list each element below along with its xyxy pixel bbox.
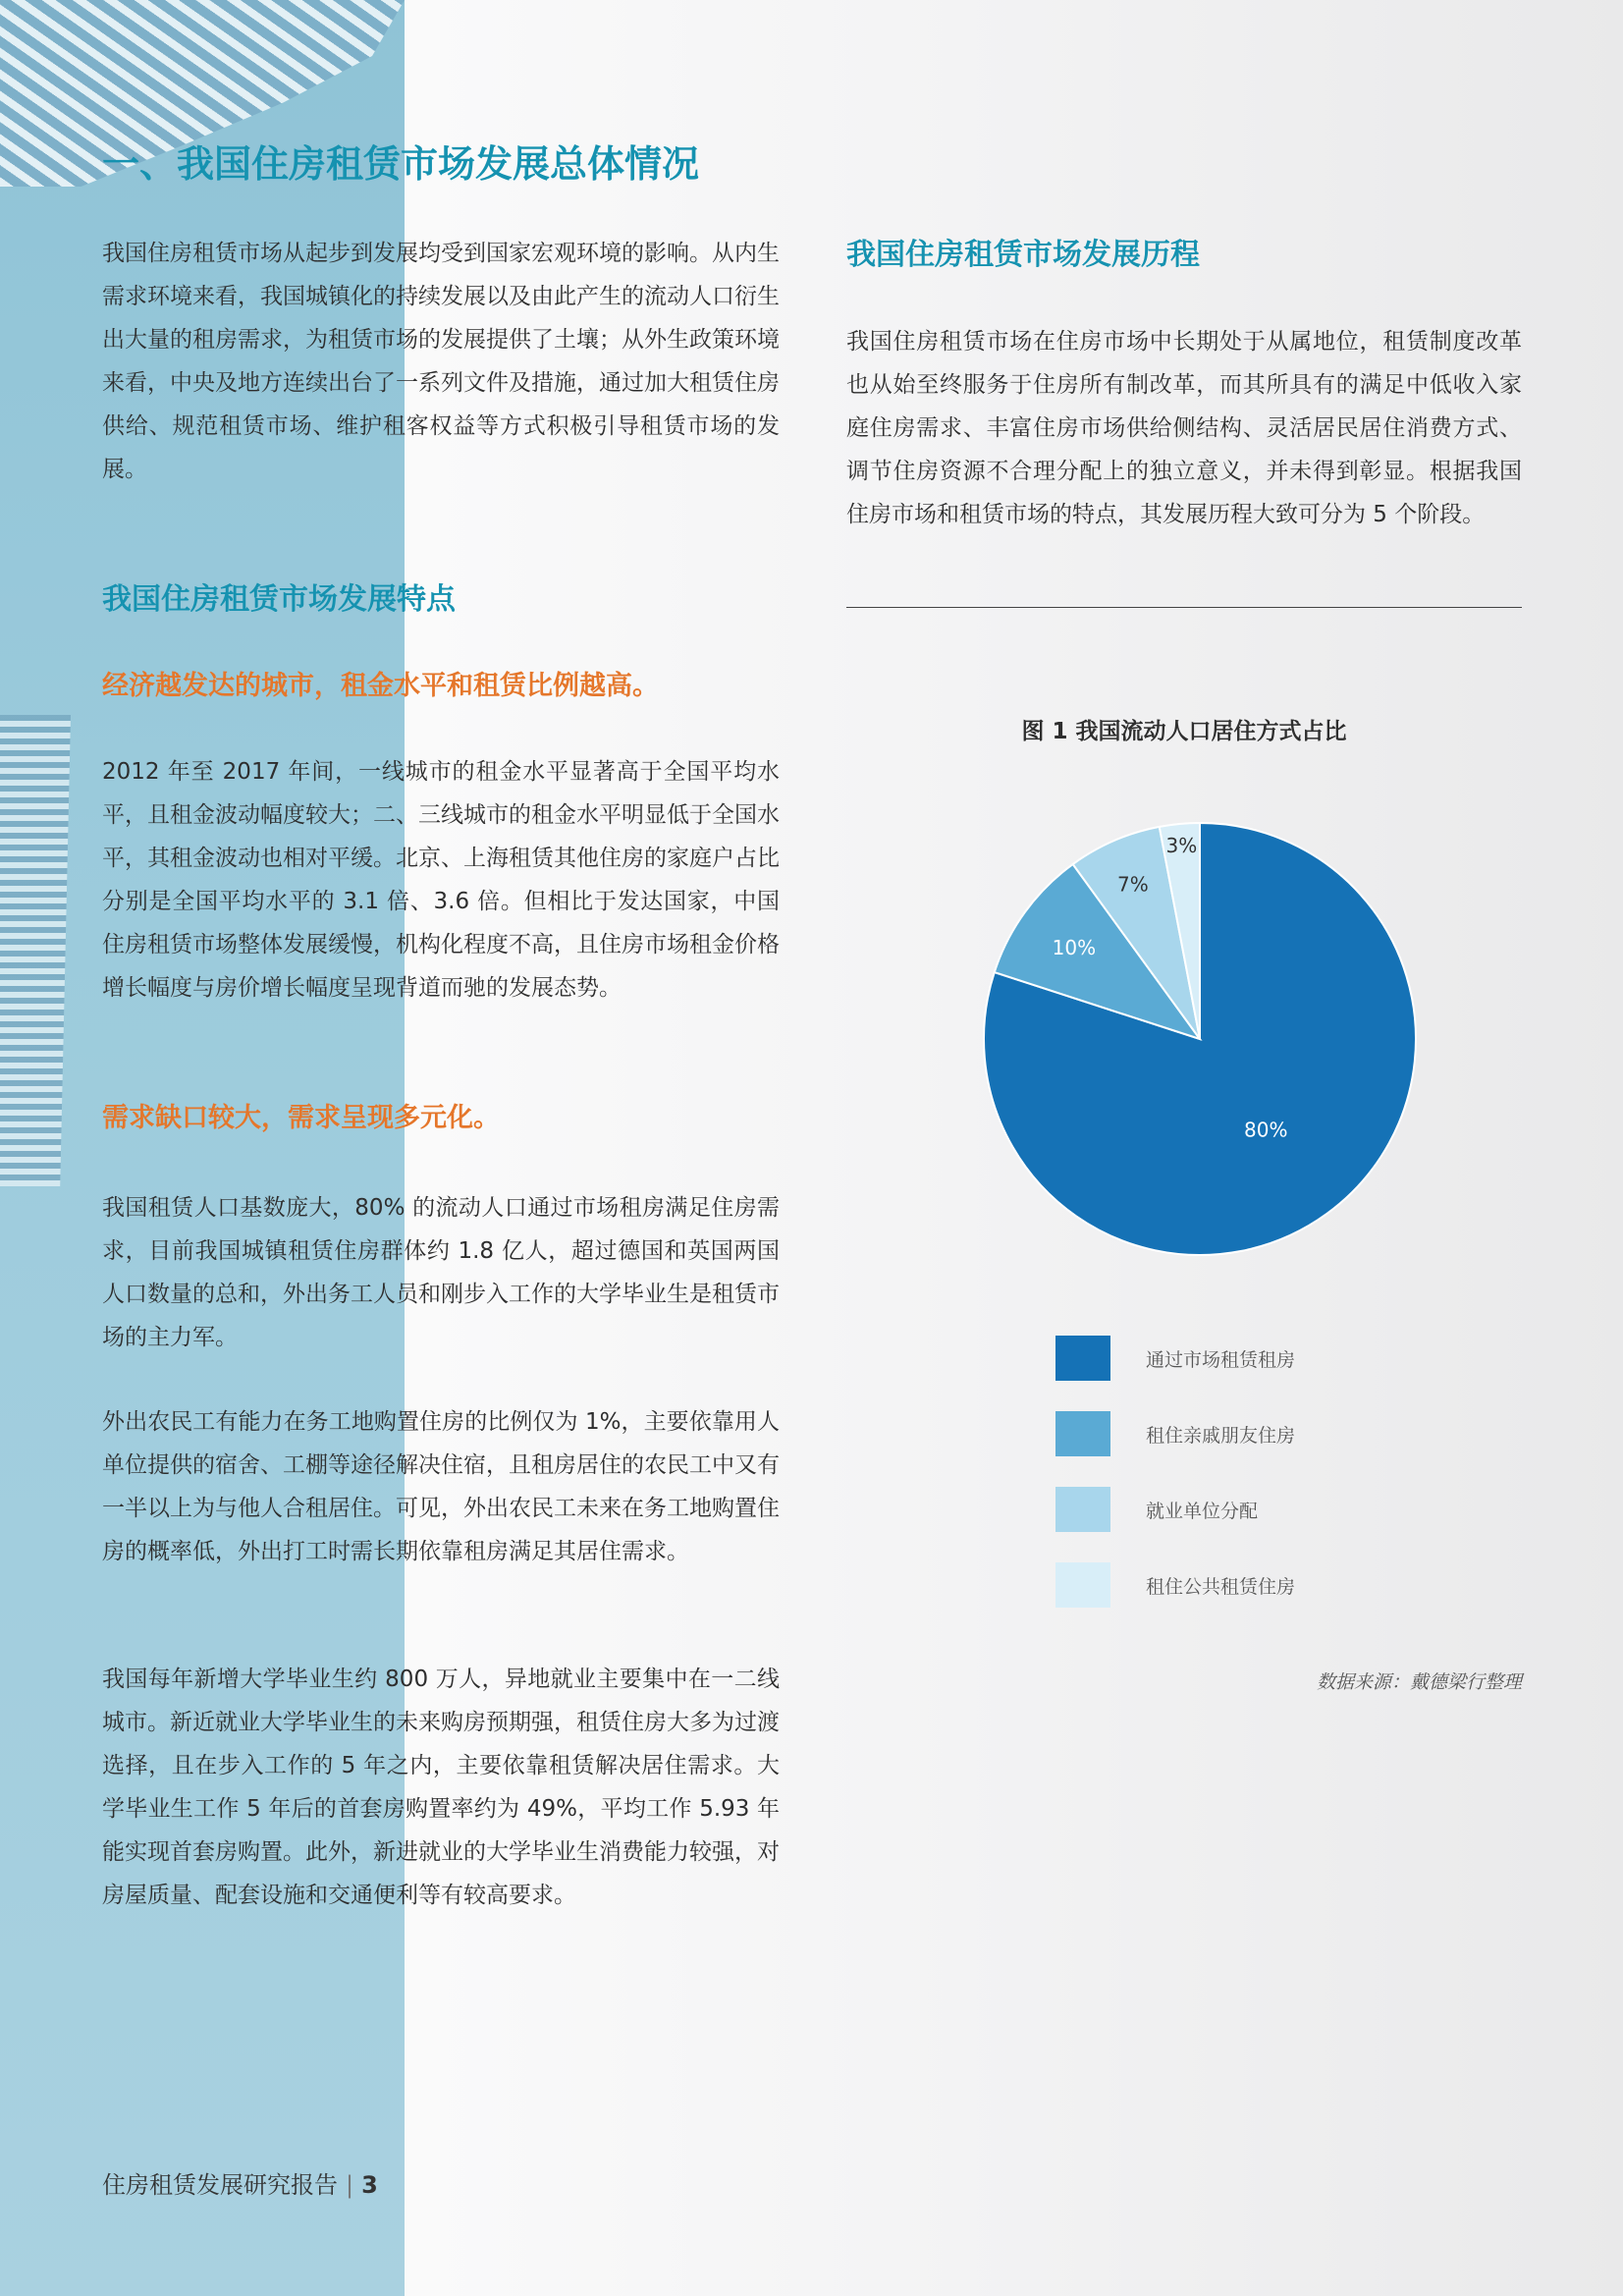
pie-label-1: 80% <box>1244 1118 1288 1142</box>
page-number: 3 <box>361 2171 378 2199</box>
features-heading: 我国住房租赁市场发展特点 <box>102 582 456 617</box>
pie-label-2: 10% <box>1052 935 1097 959</box>
feature1-paragraph: 2012 年至 2017 年间，一线城市的租金水平显著高于全国平均水平，且租金波动幅度较大；二、三线城市的租金水平明显低于全国水平，其租金波动也相对平缓。北京、上海租赁其他住房的家庭户占比分别是全国平均水平的 3.1 倍、3.6 倍。但相比于发达国家，中国住房租赁市场整体发展缓慢，机构化程度不高，且住房市场租金价格增长幅度与房价增长幅度呈现背道而驰的发展态势。 <box>102 759 780 1001</box>
legend-item <box>1055 1487 1507 1532</box>
legend-swatch <box>1055 1562 1110 1608</box>
pie-chart <box>972 815 1443 1267</box>
legend-swatch <box>1055 1336 1110 1381</box>
page-footer <box>102 2165 378 2200</box>
section-divider <box>846 607 1522 608</box>
pie-label-4: 3% <box>1165 833 1198 857</box>
legend-item <box>1055 1411 1507 1456</box>
intro-paragraph: 我国住房租赁市场从起步到发展均受到国家宏观环境的影响。从内生需求环境来看，我国城镇化的持续发展以及由此产生的流动人口衍生出大量的租房需求，为租赁市场的发展提供了土壤；从外生政策环境来看，中央及地方连续出台了一系列文件及措施，通过加大租赁住房供给、规范租赁市场、维护租客权益等方式积极引导租赁市场的发展。 <box>102 241 780 482</box>
history-paragraph: 我国住房租赁市场在住房市场中长期处于从属地位，租赁制度改革也从始至终服务于住房所有制改革，而其所具有的满足中低收入家庭住房需求、丰富住房市场供给侧结构、灵活居民居住消费方式、调节住房资源不合理分配上的独立意义，并未得到彰显。根据我国住房市场和租赁市场的特点，其发展历程大致可分为 5 个阶段。 <box>846 329 1522 527</box>
history-heading: 我国住房租赁市场发展历程 <box>846 238 1200 272</box>
feature2-paragraph-1: 我国租赁人口基数庞大，80% 的流动人口通过市场租房满足住房需求，目前我国城镇租赁住房群体约 1.8 亿人，超过德国和英国两国人口数量的总和，外出务工人员和刚步入工作的大学毕业生是租赁市场的主力军。 <box>102 1195 780 1350</box>
footer-separator: | <box>346 2171 354 2199</box>
legend-label: 就业单位分配 <box>1146 1501 1259 1522</box>
feature2-paragraph-3: 我国每年新增大学毕业生约 800 万人，异地就业主要集中在一二线城市。新近就业大学毕业生的未来购房预期强，租赁住房大多为过渡选择，且在步入工作的 5 年之内，主要依靠租赁解决居住需求。大学毕业生工作 5 年后的首套房购置率约为 49%，平均工作 5.93 年能实现首套房购置。此外，新进就业的大学毕业生消费能力较强，对房屋质量、配套设施和交通便利等有较高要求。 <box>102 1667 780 1908</box>
figure-title: 图 1 我国流动人口居住方式占比 <box>1021 719 1347 744</box>
feature2-heading: 需求缺口较大，需求呈现多元化。 <box>102 1103 500 1133</box>
legend-item <box>1055 1336 1507 1381</box>
legend-swatch <box>1055 1487 1110 1532</box>
page-title: 一、我国住房租赁市场发展总体情况 <box>102 142 700 186</box>
data-source: 数据来源：戴德梁行整理 <box>1316 1671 1522 1693</box>
legend-label: 通过市场租赁租房 <box>1146 1349 1296 1371</box>
feature1-heading: 经济越发达的城市，租金水平和租赁比例越高。 <box>102 671 659 701</box>
building-photo-side <box>0 715 71 1186</box>
legend-label: 租住亲戚朋友住房 <box>1146 1425 1296 1447</box>
feature2-paragraph-2: 外出农民工有能力在务工地购置住房的比例仅为 1%，主要依靠用人单位提供的宿舍、工棚等途径解决住宿，且租房居住的农民工中又有一半以上为与他人合租居住。可见，外出农民工未来在务工地购置住房的概率低，外出打工时需长期依靠租房满足其居住需求。 <box>102 1409 780 1564</box>
legend-swatch <box>1055 1411 1110 1456</box>
legend-item <box>1055 1562 1507 1608</box>
footer-title: 住房租赁发展研究报告 <box>102 2171 338 2199</box>
pie-label-3: 7% <box>1116 872 1149 897</box>
legend-label: 租住公共租赁住房 <box>1146 1576 1296 1598</box>
